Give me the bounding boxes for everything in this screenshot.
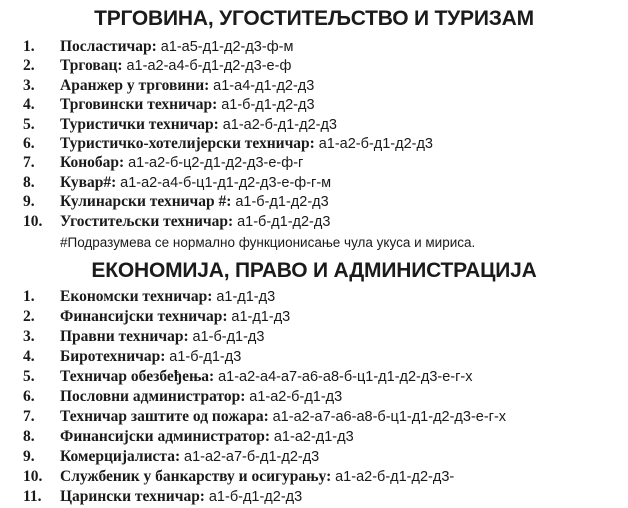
item-row (60, 427, 354, 447)
requirement-codes: а1-а2-а7-б-д1-д2-д3 (184, 449, 320, 465)
section-title-trade-hospitality-tourism: ТРГОВИНА, УГОСТИТЕЉСТВО И ТУРИЗАМ (94, 7, 534, 30)
item-number: 8. (23, 428, 35, 445)
requirement-codes: а1-д1-д3 (216, 289, 276, 305)
list-item (0, 134, 628, 153)
item-number: 10. (23, 212, 43, 230)
item-row (60, 367, 473, 387)
item-number: 2. (23, 57, 35, 75)
occupation-name: Финансијски администратор: (60, 428, 270, 445)
item-number: 6. (23, 134, 35, 152)
occupation-name: Трговински техничар: (60, 96, 218, 114)
item-row (60, 95, 315, 115)
item-number: 3. (23, 328, 35, 345)
list-item (0, 287, 628, 307)
list-item (0, 387, 628, 407)
item-row (60, 56, 291, 76)
requirement-codes: а1-б-д1-д2-д3 (237, 213, 331, 230)
item-number: 7. (23, 408, 35, 425)
requirement-codes: а1-а2-б-д1-д2-д3 (222, 116, 337, 133)
occupation-name: Кувар#: (60, 173, 117, 191)
item-number: 1. (23, 38, 35, 55)
item-number: 10. (23, 468, 43, 485)
item-number: 5. (23, 115, 35, 133)
occupation-name: Техничар заштите од пожара: (60, 408, 269, 425)
occupation-name: Биротехничар: (60, 348, 166, 365)
item-number: 11. (23, 488, 42, 505)
requirement-codes: а1-б-д1-д3 (169, 349, 242, 365)
item-row (60, 307, 290, 327)
requirement-codes: а1-а2-б-д1-д2-д3- (335, 469, 455, 485)
list-item (0, 212, 628, 231)
occupation-name: Пословни администратор: (60, 388, 246, 405)
occupation-name: Финансијски техничар: (60, 308, 228, 325)
item-row (60, 134, 433, 154)
occupation-list-economy (0, 287, 628, 507)
item-row (60, 192, 329, 212)
section-title-economy-law-administration: ЕКОНОМИЈА, ПРАВО И АДМИНИСТРАЦИЈА (91, 259, 537, 282)
occupation-name: Трговац: (60, 57, 123, 75)
item-number: 1. (23, 288, 35, 305)
list-item (0, 367, 628, 387)
item-row (60, 487, 302, 507)
list-item (0, 76, 628, 95)
occupation-name: Туристички техничар: (60, 115, 219, 133)
item-row (60, 347, 241, 367)
item-row (60, 173, 331, 193)
list-item (0, 447, 628, 467)
item-number: 2. (23, 308, 35, 325)
occupation-name: Посластичар: (60, 38, 157, 55)
item-number: 8. (23, 173, 35, 191)
item-number: 5. (23, 368, 35, 385)
occupation-name: Конобар: (60, 154, 125, 172)
list-item (0, 327, 628, 347)
occupation-name: Техничар обезбеђења: (60, 368, 215, 385)
list-item (0, 347, 628, 367)
list-item (0, 307, 628, 327)
requirement-codes: а1-д1-д3 (231, 309, 291, 325)
list-item (0, 37, 628, 56)
requirement-codes: а1-а2-б-д1-д3 (249, 389, 343, 405)
list-item (0, 467, 628, 487)
list-item (0, 427, 628, 447)
item-row (60, 407, 506, 427)
requirement-codes: а1-а2-б-ц2-д1-д2-д3-е-ф-г (128, 155, 304, 172)
list-item (0, 95, 628, 114)
item-row (60, 115, 337, 135)
occupation-name: Аранжер у трговини: (60, 76, 210, 94)
occupation-list-trade (0, 37, 628, 231)
occupation-name: Туристичко-хотелијерски техничар: (60, 134, 315, 152)
item-row (60, 76, 314, 96)
item-number: 3. (23, 76, 35, 94)
item-row (60, 153, 303, 173)
list-item (0, 173, 628, 192)
item-number: 4. (23, 348, 35, 365)
occupation-name: Правни техничар: (60, 328, 189, 345)
item-row (60, 287, 275, 307)
requirement-codes: а1-а2-а4-а7-а6-а8-б-ц1-д1-д2-д3-е-г-х (218, 369, 473, 385)
requirement-codes: а1-а4-д1-д2-д3 (213, 77, 315, 94)
item-number: 7. (23, 154, 35, 172)
occupation-name: Угоститељски техничар: (60, 212, 234, 230)
item-row (60, 37, 293, 57)
list-item (0, 487, 628, 507)
list-item (0, 115, 628, 134)
requirement-codes: а1-а2-а4-б-ц1-д1-д2-д3-е-ф-г-м (120, 174, 332, 191)
list-item (0, 407, 628, 427)
occupation-name: Царински техничар: (60, 488, 205, 505)
occupation-name: Кулинарски техничар #: (60, 193, 232, 211)
requirement-codes: а1-а2-д1-д3 (273, 429, 354, 445)
occupation-name: Службеник у банкарству и осигурању: (60, 468, 332, 485)
requirement-codes: а1-а2-а7-а6-а8-б-ц1-д1-д2-д3-е-г-х (272, 409, 507, 425)
requirement-codes: а1-а2-а4-б-д1-д2-д3-е-ф (126, 58, 292, 75)
item-number: 4. (23, 96, 35, 114)
occupation-name: Економски техничар: (60, 288, 213, 305)
requirement-codes: а1-б-д1-д2-д3 (235, 194, 329, 211)
item-row (60, 212, 330, 232)
requirement-codes: а1-а5-д1-д2-д3-ф-м (160, 39, 294, 55)
item-number: 9. (23, 193, 35, 211)
item-row (60, 447, 319, 467)
list-item (0, 153, 628, 172)
requirement-codes: а1-б-д1-д2-д3 (221, 97, 315, 114)
occupation-name: Комерцијалиста: (60, 448, 181, 465)
requirement-codes: а1-б-д1-д3 (192, 329, 265, 345)
item-row (60, 387, 342, 407)
list-item (0, 56, 628, 75)
item-number: 6. (23, 388, 35, 405)
requirement-codes: а1-б-д1-д2-д3 (208, 489, 303, 505)
item-row (60, 327, 264, 347)
item-number: 9. (23, 448, 35, 465)
item-row (60, 467, 454, 487)
footnote: #Подразумева се нормално функционисање чула укуса и мириса. (60, 235, 476, 250)
list-item (0, 192, 628, 211)
requirement-codes: а1-а2-б-д1-д2-д3 (318, 135, 433, 152)
